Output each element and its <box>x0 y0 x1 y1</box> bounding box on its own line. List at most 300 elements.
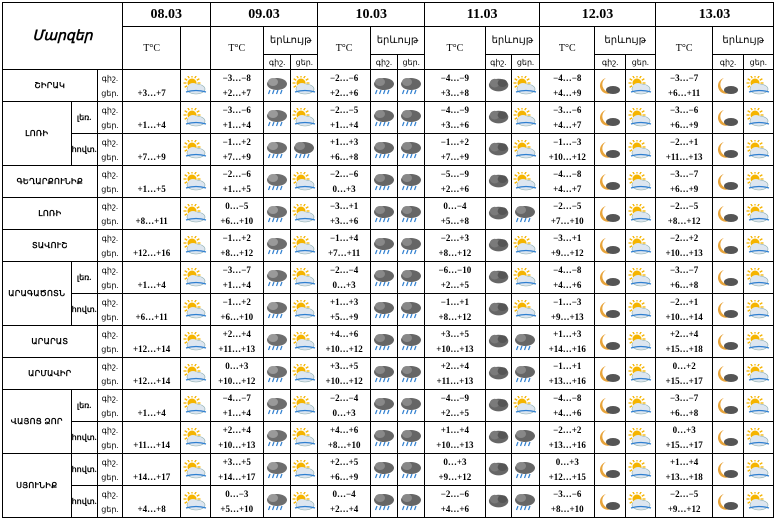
table-row <box>3 294 774 326</box>
sun-cloud-icon <box>745 396 771 415</box>
cloud-rain-icon <box>371 460 397 479</box>
night-phen-cell <box>370 294 397 326</box>
night-phen-cell <box>713 230 743 262</box>
day-phen-cell <box>511 454 539 486</box>
day-phen-cell <box>511 486 539 518</box>
day-phen-cell <box>397 294 424 326</box>
day-phen-cell <box>743 390 773 422</box>
temp-cell: −2…+1 +11…+13 <box>655 134 712 166</box>
day-night-labels: գիշ. ցեր. <box>97 486 122 518</box>
moon-icon <box>597 428 623 447</box>
cloud-rain-icon <box>371 268 397 287</box>
moon-icon <box>597 396 623 415</box>
day-phen-cell <box>397 390 424 422</box>
day-night-labels: գիշ. ցեր. <box>97 70 122 102</box>
day-phen-cell <box>291 230 318 262</box>
temp-cell: −3…−6 +6…+9 <box>655 102 712 134</box>
cloud-dark-icon <box>486 268 511 287</box>
night-cloud-rain-icon <box>264 460 290 479</box>
sun-cloud-icon <box>745 492 771 511</box>
sun-cloud-icon <box>182 140 208 159</box>
temp-header: T°C <box>655 27 712 70</box>
night-phen-cell <box>595 166 625 198</box>
sun-cloud-icon <box>291 76 317 95</box>
night-phen-cell <box>485 262 511 294</box>
phen-header: երևույթ <box>595 27 655 55</box>
night-phen-cell <box>485 454 511 486</box>
sun-cloud-icon <box>182 108 208 127</box>
day-phen-cell <box>511 358 539 390</box>
temp-cell: +4…+6 +8…+10 <box>318 422 370 454</box>
sun-cloud-icon <box>512 140 538 159</box>
temp-cell: +4…+6 +10…+12 <box>318 326 370 358</box>
moon-icon <box>715 172 741 191</box>
day-phen-cell <box>625 262 655 294</box>
temp-cell: −1…+2 +7…+9 <box>425 134 485 166</box>
temp-cell: 0…+3 +10…+12 <box>210 358 263 390</box>
day-phen-cell <box>511 134 539 166</box>
night-phen-cell <box>370 454 397 486</box>
cloud-rain-icon <box>371 364 397 383</box>
sun-cloud-icon <box>627 332 653 351</box>
night-phen-cell <box>263 262 290 294</box>
cloud-rain-icon <box>512 460 538 479</box>
night-phen-cell <box>370 390 397 422</box>
sun-cloud-icon <box>745 204 771 223</box>
sun-cloud-icon <box>627 204 653 223</box>
temp-cell: +1…+3 +14…+16 <box>540 326 595 358</box>
moon-icon <box>715 332 741 351</box>
night-header: գիշ. <box>263 55 290 70</box>
sun-cloud-icon <box>291 268 317 287</box>
phen-header: երևույթ <box>370 27 424 55</box>
day-night-labels: գիշ. ցեր. <box>97 102 122 134</box>
temp-cell: +1…+4 +10…+13 <box>425 422 485 454</box>
cloud-rain-icon <box>371 108 397 127</box>
day-phen-cell <box>291 486 318 518</box>
cloud-rain-icon <box>371 204 397 223</box>
night-header: գիշ. <box>485 55 511 70</box>
table-row <box>3 134 774 166</box>
day-phen-cell <box>291 326 318 358</box>
temp-cell: +14…+17 <box>122 454 180 486</box>
day-phen-cell <box>743 70 773 102</box>
day-phen-cell <box>511 390 539 422</box>
day-night-labels: գիշ. ցեր. <box>97 294 122 326</box>
night-header: գիշ. <box>713 55 743 70</box>
phen-cell <box>181 262 210 294</box>
temp-header: T°C <box>210 27 263 70</box>
night-phen-cell <box>370 358 397 390</box>
cloud-rain-icon <box>512 492 538 511</box>
temp-cell: +2…+5 +6…+9 <box>318 454 370 486</box>
day-phen-cell <box>511 262 539 294</box>
day-phen-cell <box>625 166 655 198</box>
temp-cell: +12…+16 <box>122 230 180 262</box>
sun-cloud-icon <box>627 428 653 447</box>
subregion-name: լեռ. <box>71 262 97 294</box>
day-night-labels: գիշ. ցեր. <box>97 422 122 454</box>
region-name: ԱՐԱՐԱՏ <box>3 326 98 358</box>
temp-cell: −3…−6 +8…+10 <box>540 486 595 518</box>
table-row <box>3 166 774 198</box>
phen-cell <box>181 166 210 198</box>
night-phen-cell <box>263 230 290 262</box>
cloud-rain-icon <box>398 396 424 415</box>
phen-cell <box>181 454 210 486</box>
table-row <box>3 390 774 422</box>
moon-icon <box>597 204 623 223</box>
sun-cloud-icon <box>745 364 771 383</box>
night-cloud-rain-icon <box>264 300 290 319</box>
sun-cloud-icon <box>627 396 653 415</box>
phen-cell <box>181 326 210 358</box>
day-night-labels: գիշ. ցեր. <box>97 198 122 230</box>
day-night-labels: գիշ. ցեր. <box>97 166 122 198</box>
night-phen-cell <box>713 166 743 198</box>
moon-icon <box>597 172 623 191</box>
sun-cloud-icon <box>512 236 538 255</box>
night-phen-cell <box>485 294 511 326</box>
sun-cloud-icon <box>745 268 771 287</box>
phen-header: երևույթ <box>485 27 539 55</box>
day-phen-cell <box>397 102 424 134</box>
sun-cloud-icon <box>745 332 771 351</box>
cloud-rain-icon <box>398 460 424 479</box>
temp-cell: +3…+5 +10…+13 <box>425 326 485 358</box>
moon-icon <box>597 460 623 479</box>
sun-cloud-icon <box>627 268 653 287</box>
sun-cloud-icon <box>745 428 771 447</box>
night-phen-cell <box>370 326 397 358</box>
cloud-rain-icon <box>398 76 424 95</box>
date-header: 11.03 <box>425 3 540 27</box>
temp-cell: −2…−5 +7…+10 <box>540 198 595 230</box>
night-phen-cell <box>485 70 511 102</box>
sun-cloud-icon <box>512 172 538 191</box>
night-phen-cell <box>595 294 625 326</box>
cloud-rain-icon <box>398 204 424 223</box>
cloud-rain-icon <box>398 332 424 351</box>
region-name: ԼՈՌԻ <box>3 102 72 166</box>
sun-cloud-icon <box>291 300 317 319</box>
moon-icon <box>597 76 623 95</box>
temp-cell: −2…−5 +8…+12 <box>655 198 712 230</box>
temp-header: T°C <box>318 27 370 70</box>
temp-cell: −3…+1 +3…+6 <box>318 198 370 230</box>
corner-header: Մարզեր <box>3 3 123 70</box>
night-phen-cell <box>370 230 397 262</box>
day-phen-cell <box>291 70 318 102</box>
day-phen-cell <box>397 422 424 454</box>
temp-cell: −2…+1 +10…+14 <box>655 294 712 326</box>
day-phen-cell <box>743 102 773 134</box>
day-night-labels: գիշ. ցեր. <box>97 454 122 486</box>
day-phen-cell <box>625 454 655 486</box>
cloud-rain-icon <box>398 108 424 127</box>
day-phen-cell <box>511 70 539 102</box>
cloud-rain-icon <box>291 140 317 159</box>
night-phen-cell <box>595 262 625 294</box>
temp-cell: −1…+4 +7…+11 <box>318 230 370 262</box>
table-row <box>3 262 774 294</box>
night-cloud-rain-icon <box>264 108 290 127</box>
moon-icon <box>715 396 741 415</box>
temp-cell: 0…−5 +6…+10 <box>210 198 263 230</box>
temp-cell: −2…−5 +1…+4 <box>318 102 370 134</box>
night-phen-cell <box>595 70 625 102</box>
night-phen-cell <box>595 390 625 422</box>
moon-icon <box>597 300 623 319</box>
sun-cloud-icon <box>745 140 771 159</box>
moon-icon <box>715 460 741 479</box>
day-phen-cell <box>291 390 318 422</box>
sun-cloud-icon <box>291 204 317 223</box>
night-phen-cell <box>485 422 511 454</box>
temp-cell: +3…+7 <box>122 70 180 102</box>
region-name: ԼՈՌԻ <box>3 198 98 230</box>
phen-header-empty <box>181 27 210 70</box>
cloud-rain-icon <box>398 300 424 319</box>
sun-cloud-icon <box>627 300 653 319</box>
night-cloud-rain-icon <box>264 364 290 383</box>
cloud-dark-icon <box>486 172 511 191</box>
temp-cell: −1…+1 +8…+12 <box>425 294 485 326</box>
sun-cloud-icon <box>182 364 208 383</box>
cloud-rain-icon <box>398 268 424 287</box>
temp-cell: −1…−3 +10…+12 <box>540 134 595 166</box>
cloud-rain-icon <box>371 492 397 511</box>
day-night-labels: գիշ. ցեր. <box>97 134 122 166</box>
day-phen-cell <box>625 134 655 166</box>
table-row <box>3 358 774 390</box>
moon-icon <box>597 268 623 287</box>
night-phen-cell <box>713 198 743 230</box>
temp-cell: +2…+4 +11…+13 <box>425 358 485 390</box>
night-phen-cell <box>370 166 397 198</box>
sun-cloud-icon <box>745 172 771 191</box>
day-phen-cell <box>743 358 773 390</box>
day-phen-cell <box>291 102 318 134</box>
cloud-rain-icon <box>512 364 538 383</box>
table-row <box>3 326 774 358</box>
day-night-labels: գիշ. ցեր. <box>97 358 122 390</box>
sun-cloud-icon <box>627 140 653 159</box>
sun-cloud-icon <box>182 268 208 287</box>
day-phen-cell <box>743 262 773 294</box>
day-night-labels: գիշ. ցեր. <box>97 230 122 262</box>
temp-cell: +1…+3 +6…+8 <box>318 134 370 166</box>
cloud-dark-icon <box>486 236 511 255</box>
night-phen-cell <box>713 70 743 102</box>
temp-cell: −4…−8 +4…+6 <box>540 390 595 422</box>
night-cloud-rain-icon <box>264 204 290 223</box>
temp-cell: −1…+2 +6…+10 <box>210 294 263 326</box>
temp-cell: −6…−10 +2…+5 <box>425 262 485 294</box>
day-phen-cell <box>743 486 773 518</box>
day-phen-cell <box>291 198 318 230</box>
night-phen-cell <box>370 262 397 294</box>
night-phen-cell <box>595 422 625 454</box>
cloud-rain-icon <box>371 140 397 159</box>
table-row <box>3 422 774 454</box>
night-cloud-rain-icon <box>264 172 290 191</box>
day-night-labels: գիշ. ցեր. <box>97 326 122 358</box>
day-phen-cell <box>397 230 424 262</box>
cloud-dark-icon <box>486 76 511 95</box>
day-phen-cell <box>625 358 655 390</box>
day-phen-cell <box>625 486 655 518</box>
sun-cloud-icon <box>745 108 771 127</box>
moon-icon <box>597 492 623 511</box>
cloud-dark-icon <box>486 364 511 383</box>
day-phen-cell <box>743 326 773 358</box>
cloud-rain-icon <box>371 396 397 415</box>
night-phen-cell <box>713 422 743 454</box>
day-phen-cell <box>291 358 318 390</box>
sun-cloud-icon <box>512 268 538 287</box>
night-phen-cell <box>485 102 511 134</box>
moon-icon <box>715 204 741 223</box>
temp-cell: −4…−8 +4…+7 <box>540 166 595 198</box>
cloud-dark-icon <box>486 396 511 415</box>
night-phen-cell <box>485 134 511 166</box>
sun-cloud-icon <box>182 172 208 191</box>
sun-cloud-icon <box>182 492 208 511</box>
sun-cloud-icon <box>182 460 208 479</box>
night-phen-cell <box>370 102 397 134</box>
temp-cell: −2…−6 +1…+5 <box>210 166 263 198</box>
temp-cell: 0…+3 +12…+15 <box>540 454 595 486</box>
night-header: գիշ. <box>595 55 625 70</box>
cloud-dark-icon <box>486 428 511 447</box>
cloud-dark-icon <box>486 460 511 479</box>
day-phen-cell <box>291 134 318 166</box>
temp-cell: −1…+1 +13…+16 <box>540 358 595 390</box>
night-phen-cell <box>263 70 290 102</box>
day-phen-cell <box>743 166 773 198</box>
moon-icon <box>715 268 741 287</box>
day-phen-cell <box>743 294 773 326</box>
day-phen-cell <box>625 326 655 358</box>
temp-cell: −4…−8 +4…+6 <box>540 262 595 294</box>
temp-cell: −2…+3 +8…+12 <box>425 230 485 262</box>
temp-cell: −3…+1 +9…+12 <box>540 230 595 262</box>
night-phen-cell <box>370 70 397 102</box>
sun-cloud-icon <box>291 108 317 127</box>
night-phen-cell <box>263 326 290 358</box>
cloud-rain-icon <box>512 428 538 447</box>
temp-header: T°C <box>425 27 485 70</box>
day-header: ցեր. <box>511 55 539 70</box>
temp-cell: +3…+5 +14…+17 <box>210 454 263 486</box>
sun-cloud-icon <box>182 236 208 255</box>
night-phen-cell <box>485 198 511 230</box>
night-phen-cell <box>595 230 625 262</box>
temp-cell: −3…−7 +1…+4 <box>210 262 263 294</box>
region-name: ՍՅՈՒՆԻՔ <box>3 454 72 518</box>
date-header: 13.03 <box>655 3 773 27</box>
temp-cell: +3…+5 +10…+12 <box>318 358 370 390</box>
day-header: ցեր. <box>291 55 318 70</box>
day-phen-cell <box>511 422 539 454</box>
temp-cell: +12…+14 <box>122 358 180 390</box>
temp-cell: +11…+14 <box>122 422 180 454</box>
temp-cell: −4…−9 +3…+6 <box>425 102 485 134</box>
night-phen-cell <box>263 294 290 326</box>
day-phen-cell <box>291 294 318 326</box>
cloud-rain-icon <box>371 332 397 351</box>
day-phen-cell <box>625 230 655 262</box>
day-phen-cell <box>291 422 318 454</box>
temp-cell: −2…+2 +13…+16 <box>540 422 595 454</box>
day-phen-cell <box>743 422 773 454</box>
moon-icon <box>715 140 741 159</box>
region-name: ՏԱՎՈՒՇ <box>3 230 98 262</box>
temp-cell: +2…+4 +11…+13 <box>210 326 263 358</box>
sun-cloud-icon <box>745 236 771 255</box>
temp-cell: +8…+11 <box>122 198 180 230</box>
moon-icon <box>715 236 741 255</box>
temp-cell: 0…−3 +5…+10 <box>210 486 263 518</box>
temp-cell: −3…−7 +6…+11 <box>655 70 712 102</box>
table-row <box>3 454 774 486</box>
cloud-rain-icon <box>371 236 397 255</box>
cloud-rain-icon <box>371 76 397 95</box>
day-phen-cell <box>625 70 655 102</box>
subregion-name: հովտ. <box>71 454 97 486</box>
day-phen-cell <box>625 102 655 134</box>
night-phen-cell <box>713 102 743 134</box>
phen-cell <box>181 198 210 230</box>
temp-cell: −1…−3 +9…+13 <box>540 294 595 326</box>
cloud-rain-icon <box>398 364 424 383</box>
subregion-name: հովտ. <box>71 486 97 518</box>
cloud-rain-icon <box>512 204 538 223</box>
day-phen-cell <box>743 198 773 230</box>
sun-cloud-icon <box>291 172 317 191</box>
night-phen-cell <box>485 390 511 422</box>
temp-cell: +12…+14 <box>122 326 180 358</box>
cloud-rain-icon <box>398 236 424 255</box>
cloud-dark-icon <box>486 332 511 351</box>
sun-cloud-icon <box>512 396 538 415</box>
sun-cloud-icon <box>745 76 771 95</box>
subregion-name: լեռ. <box>71 390 97 422</box>
temp-cell: +1…+3 +5…+9 <box>318 294 370 326</box>
temp-cell: 0…−4 +5…+8 <box>425 198 485 230</box>
night-phen-cell <box>485 230 511 262</box>
day-phen-cell <box>743 134 773 166</box>
temp-cell: +2…+4 +10…+13 <box>210 422 263 454</box>
temp-cell: −2…−6 +4…+6 <box>425 486 485 518</box>
temp-cell: +2…+4 +15…+18 <box>655 326 712 358</box>
sun-cloud-icon <box>627 76 653 95</box>
temp-cell: −3…−6 +4…+7 <box>540 102 595 134</box>
sun-cloud-icon <box>291 460 317 479</box>
night-phen-cell <box>485 326 511 358</box>
temp-cell: +1…+5 <box>122 166 180 198</box>
table-row <box>3 230 774 262</box>
day-phen-cell <box>397 134 424 166</box>
moon-icon <box>715 364 741 383</box>
sun-cloud-icon <box>182 332 208 351</box>
night-phen-cell <box>595 454 625 486</box>
temp-cell: +1…+4 <box>122 390 180 422</box>
region-name: ԳԵՂԱՐՔՈՒՆԻՔ <box>3 166 98 198</box>
table-row <box>3 486 774 518</box>
temp-cell: −2…−4 0…+3 <box>318 262 370 294</box>
